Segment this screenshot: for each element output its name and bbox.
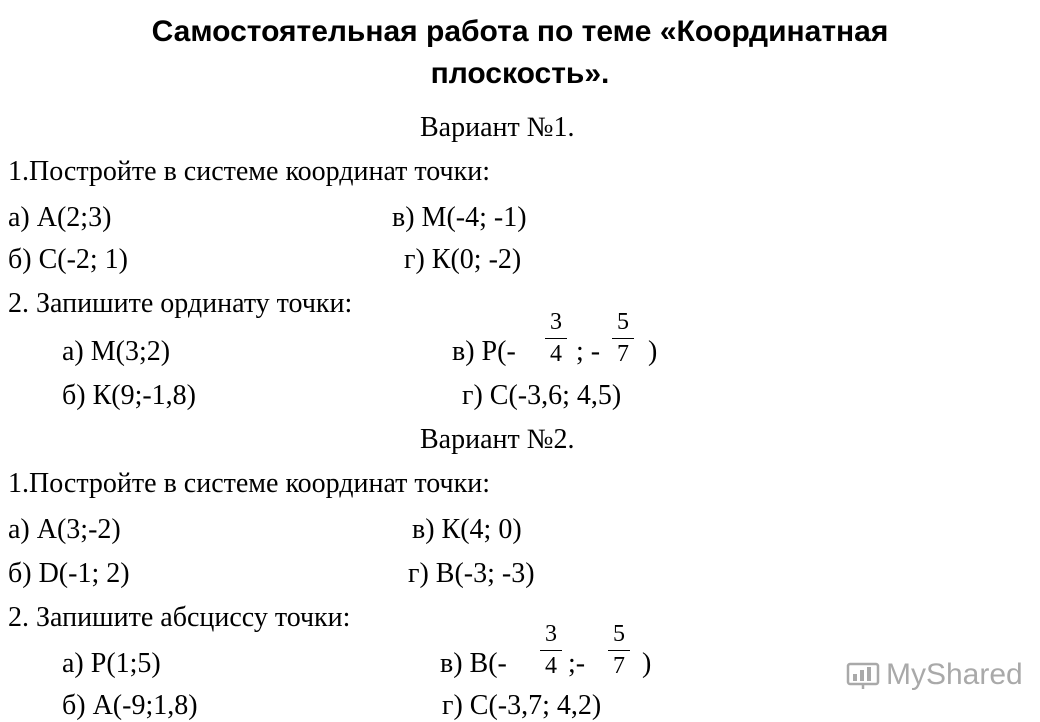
presentation-icon [846,660,880,690]
v1-task2-a: а) М(3;2) [62,336,171,367]
v2-fraction-2-bar [608,650,630,651]
v2-task1-v: в) К(4; 0) [412,514,522,545]
watermark [846,655,1023,695]
v1-task2-g: г) С(-3,6; 4,5) [462,380,622,411]
v2-fraction-2-numerator: 5 [613,621,625,647]
variant2-heading: Вариант №2. [420,424,575,455]
v2-task1-g: г) В(-3; -3) [408,558,535,589]
v1-task2-label: 2. Запишите ординату точки: [8,288,353,319]
v1-task1-g: г) К(0; -2) [404,244,522,275]
page-title-line2: плоскость». [430,57,610,90]
v1-fraction-1-bar [545,338,567,339]
v1-task1-a: а) А(2;3) [8,202,112,233]
v1-fraction-1-denominator: 4 [550,341,562,367]
v1-fraction-1 [545,310,567,368]
v2-fraction-1 [540,622,562,680]
v1-task2-v-suffix: ) [648,336,658,367]
v2-task2-g: г) С(-3,7; 4,2) [442,690,602,721]
v1-fraction-2-numerator: 5 [617,309,629,335]
v1-task1-b: б) С(-2; 1) [8,244,128,275]
v1-task2-v-prefix: в) Р(- [452,336,516,367]
variant1-heading: Вариант №1. [420,112,575,143]
v2-fraction-1-numerator: 3 [545,621,557,647]
v2-task1-b: б) D(-1; 2) [8,558,130,589]
v1-fraction-2-bar [612,338,634,339]
v1-fraction-2 [612,310,634,368]
v1-task2-b: б) К(9;-1,8) [62,380,196,411]
v2-task2-v-suffix: ) [642,648,652,679]
v1-task1-v: в) М(-4; -1) [392,202,527,233]
v1-fraction-2-denominator: 7 [617,341,629,367]
v2-task2-v-mid: ;- [568,648,586,679]
v2-task2-v-prefix: в) В(- [440,648,507,679]
v2-fraction-1-bar [540,650,562,651]
page-title-line1: Самостоятельная работа по теме «Координатная [151,15,889,48]
v2-fraction-2-denominator: 7 [613,653,625,679]
v2-fraction-1-denominator: 4 [545,653,557,679]
v1-task1-label: 1.Постройте в системе координат точки: [8,156,491,187]
v2-fraction-2 [608,622,630,680]
watermark-text: MyShared [886,658,1023,691]
v2-task2-a: а) Р(1;5) [62,648,161,679]
v2-task2-label: 2. Запишите абсциссу точки: [8,602,351,633]
v1-fraction-1-numerator: 3 [550,309,562,335]
v2-task1-label: 1.Постройте в системе координат точки: [8,468,491,499]
v1-task2-v-mid: ; - [576,336,601,367]
v2-task2-b: б) А(-9;1,8) [62,690,198,721]
v2-task1-a: а) А(3;-2) [8,514,121,545]
